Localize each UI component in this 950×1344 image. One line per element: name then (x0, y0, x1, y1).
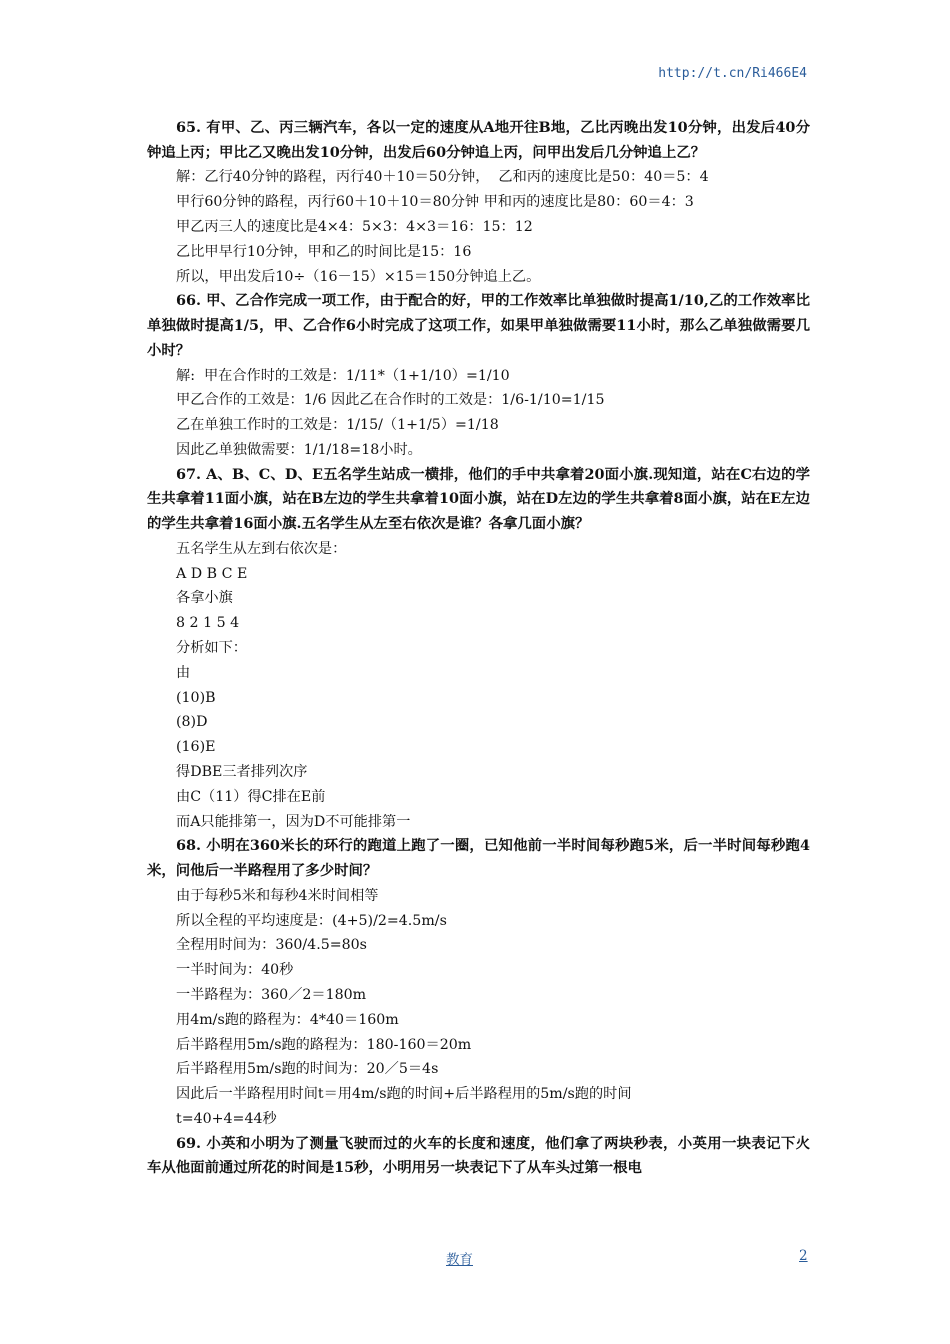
answer-line: 所以，甲出发后10÷（16－15）×15＝150分钟追上乙。 (176, 268, 541, 285)
answer-line: t=40+4=44秒 (176, 1110, 277, 1127)
answer-line: (8)D (176, 714, 208, 731)
answer-line: 五名学生从左到右依次是： (176, 540, 347, 557)
answer-line: 甲行60分钟的路程，丙行60＋10＋10＝80分钟 甲和丙的速度比是80：60＝4：3 (176, 194, 694, 211)
header-url-link[interactable]: http://t.cn/Ri466E4 (658, 66, 807, 81)
question-67: 67. A、B、C、D、E五名学生站成一横排，他们的手中共拿着20面小旗.现知道，站在C右边的学生共拿着11面小旗，站在B左边的学生共拿着10面小旗，站在D左边的学生共拿着8面小旗，站在E左边的学生共拿着16面小旗.五名学生从左至右依次是谁？各拿几面小旗？ (147, 465, 810, 533)
answer-line: 用4m/s跑的路程为：4*40＝160m (176, 1011, 399, 1028)
answer-line: 一半时间为：40秒 (176, 962, 294, 979)
answer-line: 所以全程的平均速度是：(4+5)/2=4.5m/s (176, 912, 447, 929)
answer-line: 后半路程用5m/s跑的时间为：20／5＝4s (176, 1061, 439, 1078)
answer-line: 一半路程为：360／2＝180m (176, 986, 367, 1003)
answer-line: 后半路程用5m/s跑的路程为：180-160＝20m (176, 1036, 472, 1053)
document-body (147, 116, 810, 1181)
answer-line: 8 2 1 5 4 (176, 615, 240, 632)
question-69: 69. 小英和小明为了测量飞驶而过的火车的长度和速度，他们拿了两块秒表，小英用一块表记下火车从他面前通过所花的时间是15秒，小明用另一块表记下了从车头过第一根电 (147, 1134, 810, 1177)
answer-line: 各拿小旗 (176, 590, 233, 607)
answer-line: 由C（11）得C排在E前 (176, 788, 326, 805)
answer-line: 因此乙单独做需要：1/1/18=18小时。 (176, 441, 422, 458)
answer-line: 因此后一半路程用时间t＝用4m/s跑的时间+后半路程用的5m/s跑的时间 (176, 1086, 632, 1103)
question-65: 65. 有甲、乙、丙三辆汽车，各以一定的速度从A地开往B地，乙比丙晚出发10分钟，出发后40分钟追上丙；甲比乙又晚出发10分钟，出发后60分钟追上丙，问甲出发后几分钟追上乙？ (147, 119, 810, 161)
answer-line: 由 (176, 664, 191, 681)
answer-line: 乙在单独工作时的工效是：1/15/（1+1/5）=1/18 (176, 417, 499, 434)
answer-line: 甲乙丙三人的速度比是4×4：5×3：4×3＝16：15：12 (176, 219, 533, 235)
question-66: 66. 甲、乙合作完成一项工作，由于配合的好，甲的工作效率比单独做时提高1/10,乙的工作效率比单独做时提高1/5，甲、乙合作6小时完成了这项工作，如果甲单独做需要11小时，那么乙单独做需要几小时？ (147, 292, 810, 359)
answer-line: 解：乙行40分钟的路程，丙行40＋10＝50分钟， 乙和丙的速度比是50：40＝5：4 (176, 169, 709, 186)
answer-line: 由于每秒5米和每秒4米时间相等 (176, 887, 379, 904)
answer-line: 解: 甲在合作时的工效是：1/11*（1+1/10）=1/10 (176, 367, 510, 384)
answer-line: 分析如下： (176, 639, 247, 656)
answer-line: 得DBE三者排列次序 (176, 763, 308, 780)
answer-line: 而A只能排第一，因为D不可能排第一 (176, 813, 411, 830)
answer-line: 乙比甲早行10分钟，甲和乙的时间比是15：16 (176, 243, 472, 260)
answer-line: 甲乙合作的工效是：1/6 因此乙在合作时的工效是：1/6-1/10=1/15 (176, 392, 605, 409)
answer-line: (10)B (176, 689, 216, 706)
question-68: 68. 小明在360米长的环行的跑道上跑了一圈，已知他前一半时间每秒跑5米，后一半时间每秒跑4米，问他后一半路程用了多少时间？ (147, 837, 810, 880)
page-number[interactable]: 2 (799, 1248, 808, 1264)
answer-line: (16)E (176, 739, 216, 756)
answer-line: 全程用时间为：360/4.5=80s (176, 937, 367, 954)
answer-line: A D B C E (176, 565, 248, 582)
footer-category-link[interactable]: 教育 (446, 1252, 473, 1268)
